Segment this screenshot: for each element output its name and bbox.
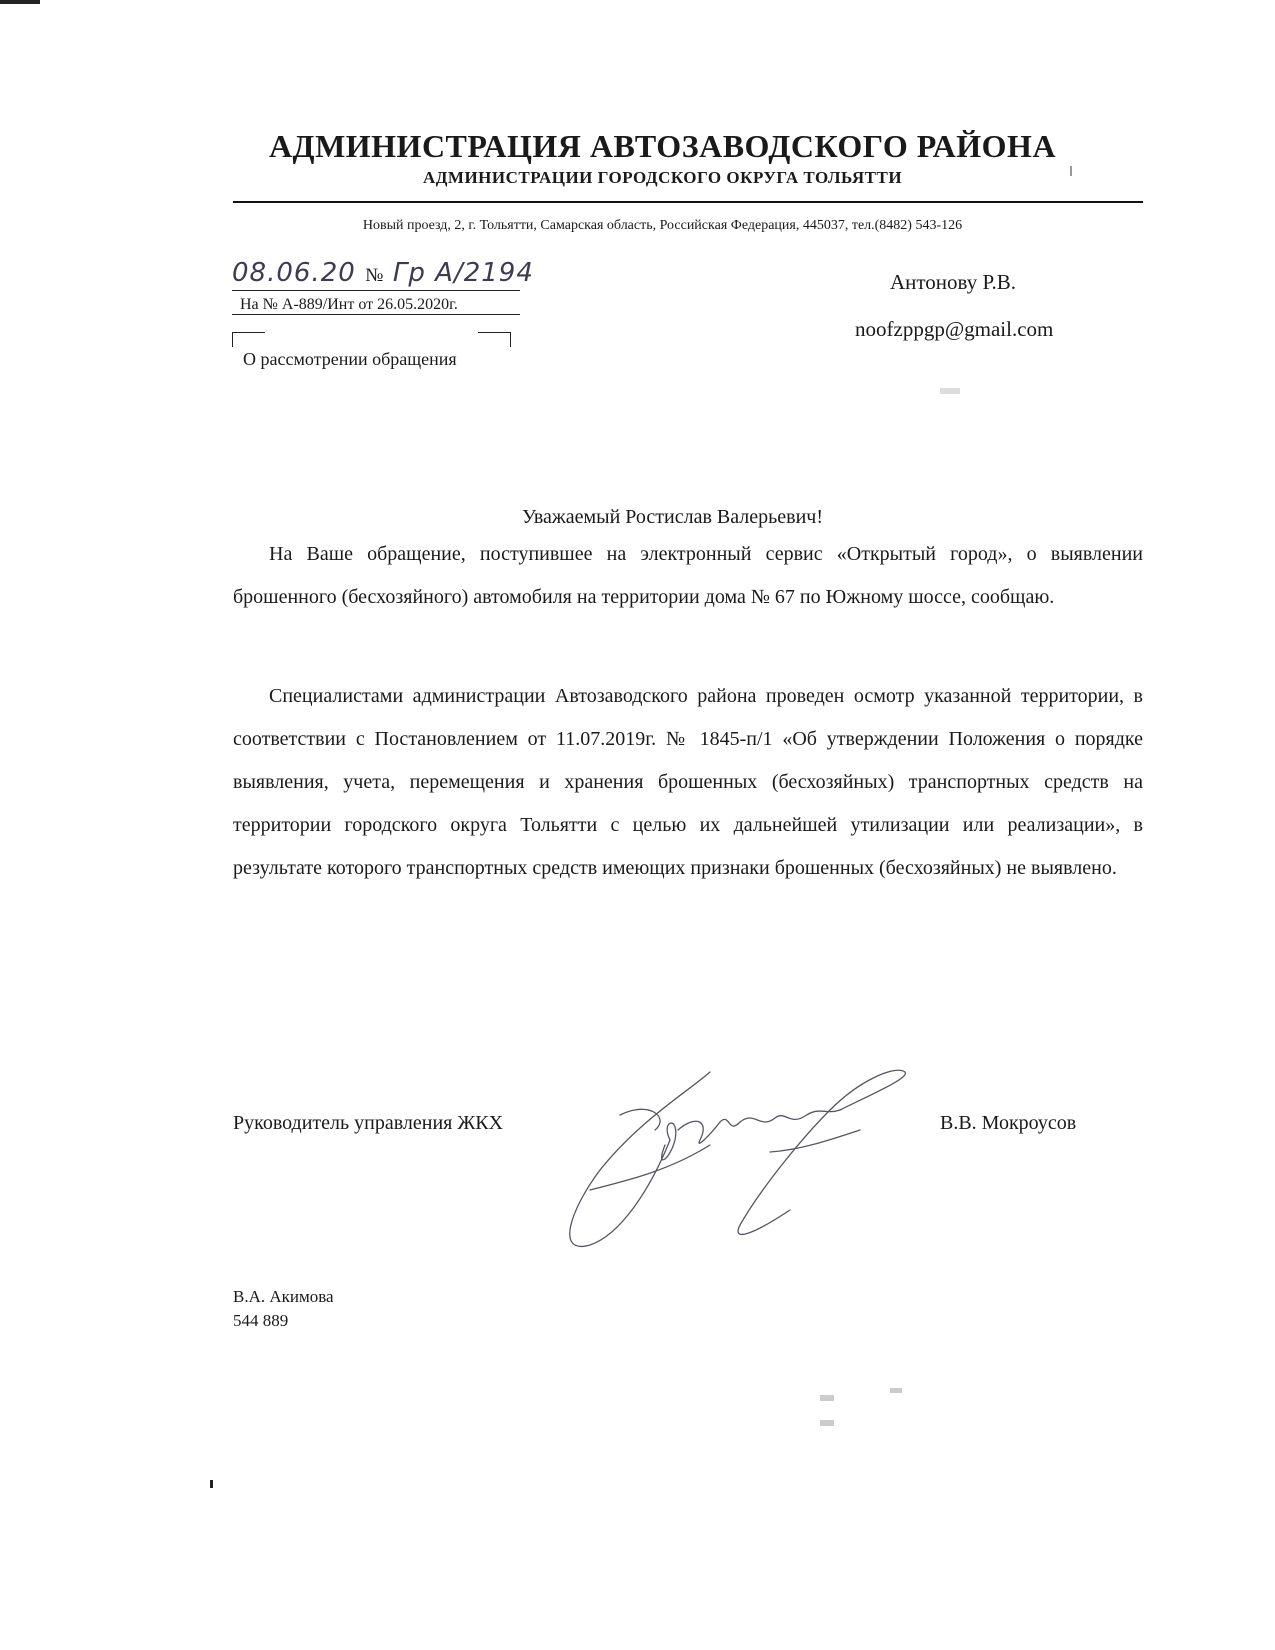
scan-speck <box>940 388 960 394</box>
handwritten-signature <box>560 1060 960 1250</box>
registration-number-sign: № <box>365 265 384 286</box>
letter-greeting: Уважаемый Ростислав Валерьевич! <box>521 506 824 528</box>
parent-organization: АДМИНИСТРАЦИИ ГОРОДСКОГО ОКРУГА ТОЛЬЯТТИ <box>422 168 903 187</box>
scan-speck <box>890 1388 902 1393</box>
executor-name: В.А. Акимова <box>233 1287 334 1306</box>
organization-title: АДМИНИСТРАЦИЯ АВТОЗАВОДСКОГО РАЙОНА <box>268 128 1057 164</box>
signer-position: Руководитель управления ЖКХ <box>233 1112 504 1134</box>
registration-date: 08.06.20 <box>232 258 356 288</box>
reply-underline <box>232 314 520 315</box>
registration-underline <box>232 290 520 291</box>
signer-name: В.В. Мокроусов <box>940 1112 1077 1134</box>
header-divider <box>233 201 1143 203</box>
organization-address: Новый проезд, 2, г. Тольятти, Самарская область, Российская Федерация, 445037, тел.(8482) 543-126 <box>362 218 963 233</box>
registration-line <box>232 258 534 288</box>
body-paragraph-2: Специалистами администрации Автозаводского района проведен осмотр указанной территории, в соответствии с Постановлением от 11.07.2019г. № 1845-п/1 «Об утверждении Положения о порядке выявления, учета, перемещения и хранения брошенных (бесхозяйных) транспортных средств на территории городского округа Тольятти с целью их дальнейшей утилизации или реализации», в результате которого транспортных средств имеющих признаки брошенных (бесхозяйных) не выявлено. <box>233 685 1143 879</box>
scan-edge-mark <box>0 0 40 4</box>
subject-bracket-left <box>232 332 265 347</box>
scan-speck <box>820 1420 834 1426</box>
scan-speck <box>1070 166 1072 176</box>
recipient-name: Антонову Р.В. <box>890 270 1017 294</box>
scan-speck <box>210 1480 213 1488</box>
subject-bracket-right <box>478 332 511 347</box>
body-paragraph-1: На Ваше обращение, поступившее на электронный сервис «Открытый город», о выявлении брошенного (бесхозяйного) автомобиля на территории дома № 67 по Южному шоссе, сообщаю. <box>233 543 1143 608</box>
recipient-email: noofzppgp@gmail.com <box>855 317 1054 341</box>
registration-number: Гр А/2194 <box>392 258 534 288</box>
reply-reference: На № А-889/Инт от 26.05.2020г. <box>240 296 458 313</box>
letter-subject: О рассмотрении обращения <box>243 349 457 369</box>
scan-speck <box>820 1395 834 1401</box>
executor-phone: 544 889 <box>233 1311 289 1330</box>
